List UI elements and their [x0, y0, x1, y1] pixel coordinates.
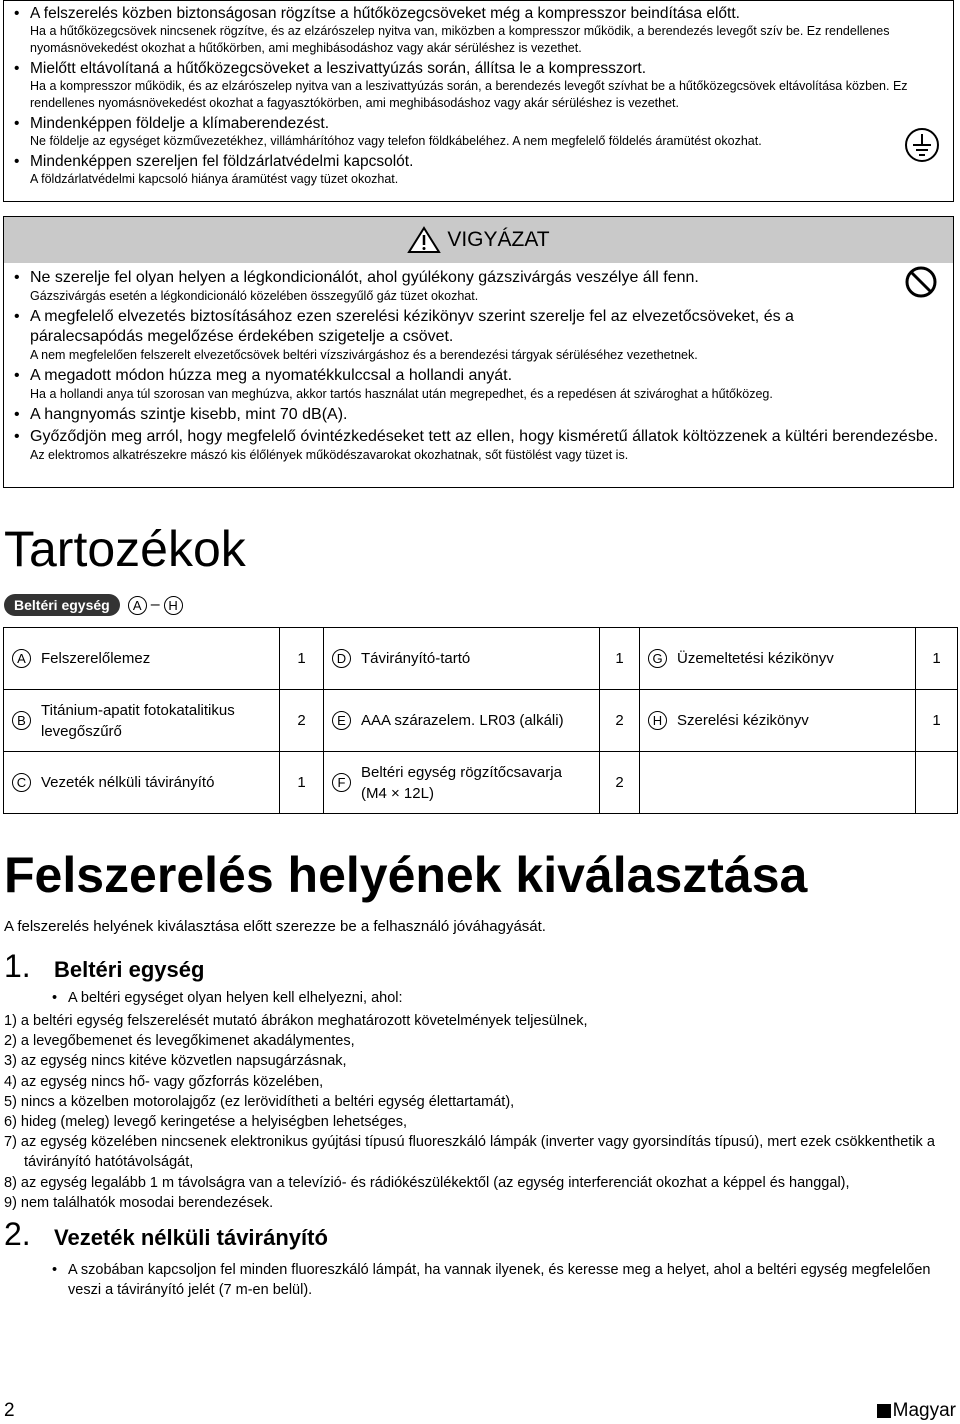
caution-header [4, 217, 953, 263]
warning-sub: Ne földelje az egységet közművezetékhez, villámhárítóhoz vagy telefon földkábeléhez. A nem megfelelő földelés áramütést okozhat. [30, 134, 762, 148]
range-to-letter: H [164, 596, 183, 615]
caution-title: VIGYÁZAT [447, 228, 550, 251]
section-number: 2. [4, 1216, 31, 1252]
warning-sub: Ha a hűtőközegcsövek nincsenek rögzítve, és az elzárószelep nyitva van, miközben a kompresszor működik, a berendezés levegőt szív be. Ez rendellenes nyomásnövekedést okozhat a hűtőkörben, ami meghibásodáshoz vagy akár sérüléshez is vezethet. [30, 24, 890, 55]
site-selection-title: Felszerelés helyének kiválasztása [4, 847, 808, 903]
accessory-qty: 1 [916, 628, 958, 690]
section-2-bullet: • A szobában kapcsoljon fel minden fluoreszkáló lámpát, ha vannak ilyenek, és keresse meg a helyet, ahol a beltéri egység megfelelően veszi a távirányító jelét (7 m-en belül). [52, 1262, 931, 1299]
warning-main: Mindenképpen földelje a klímaberendezést. [30, 115, 329, 132]
accessory-label: Üzemeltetési kézikönyv [677, 650, 834, 667]
accessory-label: Vezeték nélküli távirányító [41, 774, 215, 791]
list-item: 5) nincs a közelben motorolajgőz (ez lerövidítheti a beltéri egység élettartamát), [4, 1093, 515, 1110]
accessory-qty: 2 [600, 690, 640, 752]
caution-item: • A megfelelő elvezetés biztosításához ezen szerelési kézikönyv szerint szerelje fel az elvezetőcsöveket, és a páralecsapódás megelőzése érdekében szigetelje a csövet. A nem megfelelően felszerelt elvezetőcsövek beltéri vízszivárgáshoz és a berendezési tárgyak sérüléséhez vezethetnek. [12, 307, 945, 364]
caution-main: A megadott módon húzza meg a nyomatékkulccsal a hollandi anyát. [30, 367, 513, 384]
ground-icon [904, 127, 940, 163]
warning-item: • A felszerelés közben biztonságosan rögzítse a hűtőközegcsöveket még a kompresszor beindítása előtt. Ha a hűtőközegcsövek nincsenek rögzítve, és az elzárószelep nyitva van, miközben a kompresszor működik, a berendezés levegőt szív be. Ez rendellenes nyomásnövekedést okozhat a hűtőkörben, ami meghibásodáshoz vagy akár sérüléshez is vezethet. [12, 4, 945, 57]
warning-item: • Mielőtt eltávolítaná a hűtőközegcsöveket a leszivattyúzás során, állítsa le a kompresszort. Ha a kompresszor működik, és az elzárószelep nyitva van a leszivattyúzás során, a berendezés levegőt szívhat be a hűtőközegcsövek eltávolítása közben. Ez rendellenes nyomásnövekedést okozhat a fagyasztókörben, ami meghibásodáshoz vagy akár sérüléshez is vezethet. [12, 59, 945, 112]
accessory-letter: B [12, 711, 31, 730]
accessories-table [3, 627, 958, 814]
bullet-text: A beltéri egységet olyan helyen kell elhelyezni, ahol: [68, 990, 403, 1006]
accessory-label: Távirányító-tartó [361, 650, 471, 667]
table-row [4, 690, 958, 752]
section-number: 1. [4, 948, 31, 984]
page-number: 2 [4, 1400, 15, 1421]
accessory-letter: F [332, 773, 351, 792]
warning-sub: A földzárlatvédelmi kapcsoló hiánya áramütést vagy tüzet okozhat. [30, 172, 399, 186]
accessory-cell [4, 628, 280, 690]
prohibited-icon [904, 265, 938, 299]
accessory-label: AAA szárazelem. LR03 (alkáli) [361, 712, 564, 729]
caution-sub: Gázszivárgás esetén a légkondicionáló közelében összegyűlő gáz tüzet okozhat. [30, 289, 479, 303]
caution-main: Ne szerelje fel olyan helyen a légkondicionálót, ahol gyúlékony gázszivárgás veszélye áll fenn. [30, 269, 699, 286]
section-1-heading [4, 948, 204, 985]
accessory-label: Beltéri egység rögzítőcsavarja (M4 × 12L) [361, 763, 562, 802]
caution-sub: A nem megfelelően felszerelt elvezetőcsövek beltéri vízszivárgáshoz és a berendezési tárgyak sérüléséhez vezethetnek. [30, 348, 698, 362]
caution-sub: Ha a hollandi anya túl szorosan van meghúzva, akkor tartós használat után megrepedhet, és a repedésen át szivároghat a hűtőközeg. [30, 387, 773, 401]
warning-sub: Ha a kompresszor működik, és az elzárószelep nyitva van a leszivattyúzás során, a berendezés levegőt szívhat be a hűtőközegcsövek eltávolítása közben. Ez rendellenes nyomásnövekedést okozhat a fagyasztókörben, ami meghibásodáshoz vagy akár sérüléshez is vezethet. [30, 79, 908, 110]
accessory-qty: 1 [280, 752, 324, 814]
indoor-unit-row [4, 594, 183, 616]
list-item: 3) az egység nincs kitéve közvetlen napsugárzásnak, [4, 1053, 347, 1070]
accessory-label: Titánium-apatit fotokatalitikus levegőszűrő [41, 701, 235, 740]
table-row [4, 628, 958, 690]
range-from-letter: A [128, 596, 147, 615]
caution-item: • A hangnyomás szintje kisebb, mint 70 dB(A). [12, 405, 945, 425]
caution-item: • Ne szerelje fel olyan helyen a légkondicionálót, ahol gyúlékony gázszivárgás veszélye áll fenn. Gázszivárgás esetén a légkondicionáló közelében összegyűlő gáz tüzet okozhat. [12, 268, 945, 305]
accessories-title: Tartozékok [4, 521, 246, 577]
caution-main: A megfelelő elvezetés biztosításához ezen szerelési kézikönyv szerint szerelje fel az elvezetőcsöveket, és a páralecsapódás megelőzése érdekében szigetelje a csövet. [30, 308, 794, 345]
accessory-label: Felszerelőlemez [41, 650, 151, 667]
warning-main: Mielőtt eltávolítaná a hűtőközegcsöveket a leszivattyúzás során, állítsa le a kompresszort. [30, 60, 646, 77]
table-row [4, 752, 958, 814]
accessory-cell [324, 752, 600, 814]
caution-item: • Győződjön meg arról, hogy megfelelő óvintézkedéseket tett az ellen, hogy kisméretű állatok költözzenek a kültéri berendezésbe. Az elektromos alkatrészekre mászó kis élőlények működészavarokat okozhatnak, sőt füstölést vagy tüzet is. [12, 427, 945, 464]
caution-box [3, 216, 954, 488]
section-title: Beltéri egység [54, 957, 205, 982]
warning-triangle-icon [407, 226, 441, 254]
accessory-letter: A [12, 649, 31, 668]
range-dash: – [150, 596, 160, 613]
accessory-qty: 2 [600, 752, 640, 814]
accessory-cell [640, 690, 916, 752]
accessory-label: Szerelési kézikönyv [677, 712, 809, 729]
accessory-letter: H [648, 711, 667, 730]
caution-item: • A megadott módon húzza meg a nyomatékkulccsal a hollandi anyát. Ha a hollandi anya túl szorosan van meghúzva, akkor tartós használat után megrepedhet, és a repedésen át szivároghat a hűtőközeg. [12, 366, 945, 403]
accessory-letter: D [332, 649, 351, 668]
caution-main: A hangnyomás szintje kisebb, mint 70 dB(A). [30, 406, 348, 423]
accessory-qty: 2 [280, 690, 324, 752]
accessory-cell-empty [640, 752, 916, 814]
accessory-letter: C [12, 773, 31, 792]
section-2-heading [4, 1216, 328, 1253]
list-item: 9) nem találhatók mosodai berendezések. [4, 1194, 274, 1211]
list-item: 4) az egység nincs hő- vagy gőzforrás közelében, [4, 1073, 324, 1090]
caution-sub: Az elektromos alkatrészekre mászó kis élőlények működészavarokat okozhatnak, sőt füstölést vagy tüzet is. [30, 448, 629, 462]
accessory-cell [640, 628, 916, 690]
section-1-bullet: • A beltéri egységet olyan helyen kell elhelyezni, ahol: [52, 990, 403, 1006]
accessory-cell [4, 752, 280, 814]
warning-item: • Mindenképpen szereljen fel földzárlatvédelmi kapcsolót. A földzárlatvédelmi kapcsoló hiánya áramütést vagy tüzet okozhat. [12, 152, 945, 188]
list-item: 1) a beltéri egység felszerelését mutató ábrákon meghatározott követelmények teljesülnek, [4, 1013, 588, 1029]
language-text: Magyar [892, 1400, 956, 1421]
accessory-qty: 1 [280, 628, 324, 690]
accessory-cell [324, 628, 600, 690]
site-selection-intro: A felszerelés helyének kiválasztása előtt szerezze be a felhasználó jóváhagyását. [4, 918, 546, 935]
square-marker-icon [877, 1404, 891, 1418]
list-item: 2) a levegőbemenet és levegőkimenet akadálymentes, [4, 1033, 355, 1050]
warning-box [3, 0, 954, 202]
bullet-text: A szobában kapcsoljon fel minden fluoreszkáló lámpát, ha vannak ilyenek, és keresse meg a helyet, ahol a beltéri egység megfelelően veszi a távirányító jelét (7 m-en belül). [68, 1262, 931, 1299]
language-label [877, 1400, 956, 1422]
accessory-qty: 1 [600, 628, 640, 690]
warning-main: Mindenképpen szereljen fel földzárlatvédelmi kapcsolót. [30, 153, 414, 170]
accessory-letter: G [648, 649, 667, 668]
warning-item: • Mindenképpen földelje a klímaberendezést. Ne földelje az egységet közművezetékhez, villámhárítóhoz vagy telefon földkábeléhez. A nem megfelelő földelés áramütést okozhat. [12, 114, 945, 150]
accessory-cell [324, 690, 600, 752]
indoor-unit-badge: Beltéri egység [4, 594, 120, 616]
accessory-cell [4, 690, 280, 752]
site-requirements-list [4, 1011, 954, 1213]
section-title: Vezeték nélküli távirányító [54, 1225, 328, 1250]
list-item: 7) az egység közelében nincsenek elektronikus gyújtási típusú fluoreszkáló lámpák (inverter vagy gyorsindítás típusú), mert ezek csökkenthetik a távirányító hatótávolságát, [4, 1134, 935, 1171]
warning-main: A felszerelés közben biztonságosan rögzítse a hűtőközegcsöveket még a kompresszor beindítása előtt. [30, 5, 740, 22]
list-item: 8) az egység legalább 1 m távolságra van a televízió- és rádiókészülékektől (az egység interferenciát okozhat a képpel és hanggal), [4, 1174, 850, 1191]
caution-main: Győződjön meg arról, hogy megfelelő óvintézkedéseket tett az ellen, hogy kisméretű állatok költözzenek a kültéri berendezésbe. [30, 428, 939, 445]
list-item: 6) hideg (meleg) levegő keringetése a helyiségben lehetséges, [4, 1114, 408, 1131]
accessory-qty: 1 [916, 690, 958, 752]
accessory-letter: E [332, 711, 351, 730]
accessory-qty-empty [916, 752, 958, 814]
